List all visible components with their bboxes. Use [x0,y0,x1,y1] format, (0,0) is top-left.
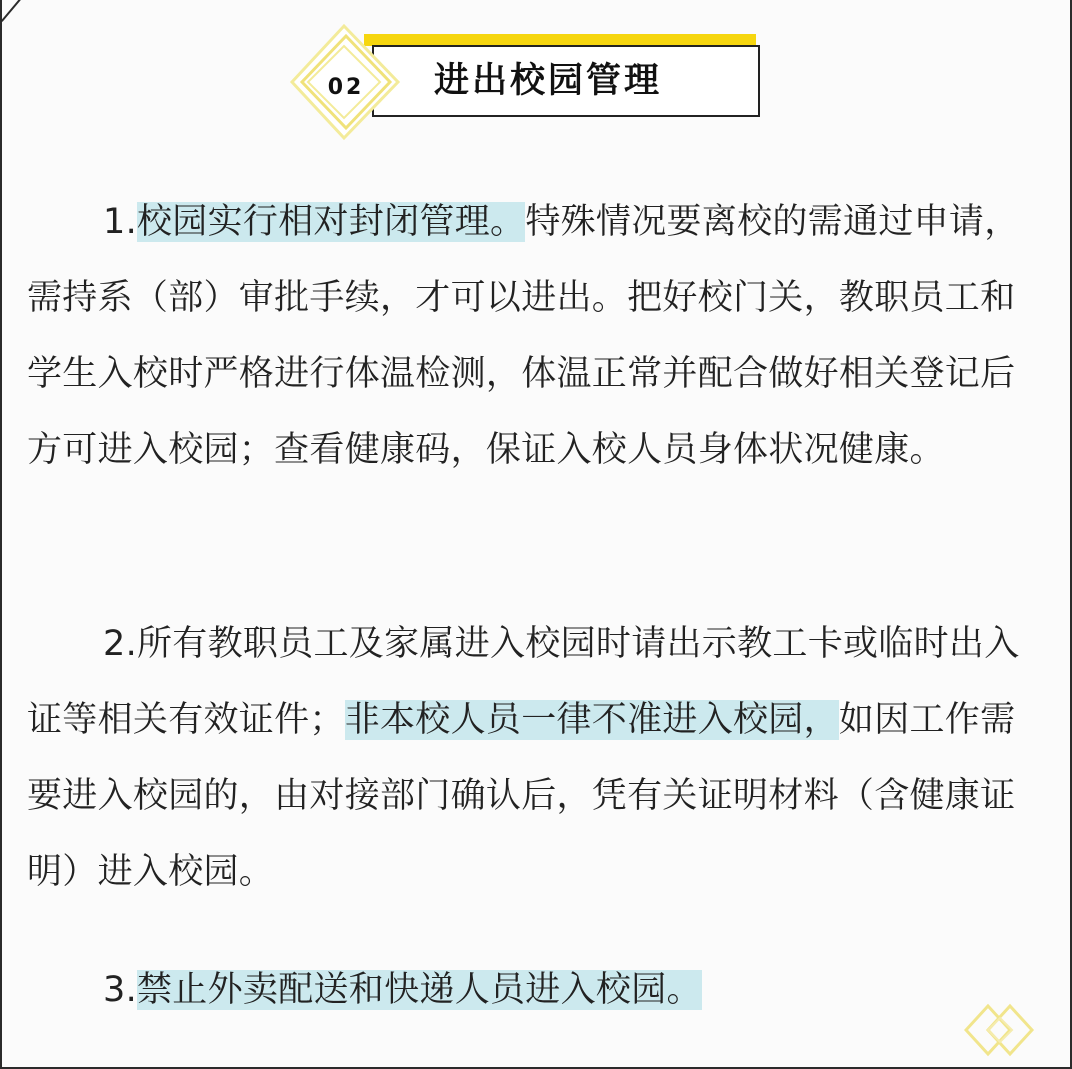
paragraph-2-highlight: 非本校人员一律不准进入校园， [344,700,839,740]
paragraph-1 [27,184,1037,488]
paragraph-3 [27,952,1037,1028]
paragraph-2 [27,606,1037,910]
paragraph-3-prefix: 3. [103,970,137,1010]
paragraph-1-text: 特殊情况要离校的需通过申请，需持系（部）审批手续，才可以进出。把好校门关，教职员工和学生入校时严格进行体温检测，体温正常并配合做好相关登记后方可进入校园；查看健康码，保证入校人员身体状况健康。 [27,202,1020,470]
paragraph-2-text: 如因工作需要进入校园的，由对接部门确认后，凭有关证明材料（含健康证明）进入校园。 [27,700,1016,892]
paragraph-2-prefix: 2.所有教职员工及家属进入校园时请出示教工卡或临时出入证等相关有效证件； [27,624,1020,740]
paragraph-3-highlight: 禁止外卖配送和快递人员进入校园。 [137,970,702,1010]
paragraph-1-highlight: 校园实行相对封闭管理。 [137,202,526,242]
paragraph-1-prefix: 1. [103,202,137,242]
footer-diamond-icon [964,1000,1044,1060]
section-number: 02 [327,75,365,100]
corner-decoration [1,0,23,22]
frame-left-edge [0,0,2,1069]
section-title: 进出校园管理 [433,61,662,101]
